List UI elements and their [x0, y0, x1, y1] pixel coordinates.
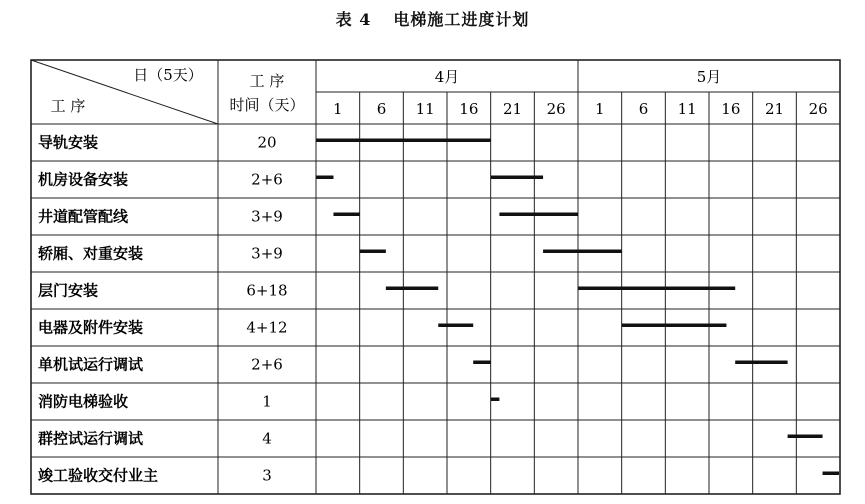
gantt-bar — [499, 213, 578, 217]
gantt-bar — [386, 287, 438, 291]
day-label: 11 — [415, 100, 435, 118]
gantt-bar — [578, 287, 735, 291]
task-name: 导轨安装 — [38, 133, 99, 152]
task-duration: 20 — [257, 133, 277, 152]
gantt-bar — [543, 250, 622, 254]
day-label: 16 — [721, 100, 741, 118]
task-duration: 3+9 — [251, 244, 283, 263]
gantt-bar — [333, 213, 359, 217]
gantt-bar — [491, 398, 500, 402]
task-name: 机房设备安装 — [38, 170, 129, 189]
gantt-bar — [438, 324, 473, 328]
task-name: 单机试运行调试 — [38, 355, 144, 374]
task-name: 消防电梯验收 — [38, 392, 129, 411]
day-label: 16 — [459, 100, 479, 118]
task-duration: 1 — [262, 392, 272, 411]
task-name: 竣工验收交付业主 — [38, 466, 159, 485]
day-label: 26 — [808, 100, 828, 118]
gantt-bar — [360, 250, 386, 254]
gantt-bar — [823, 472, 839, 476]
month-label: 5月 — [696, 68, 722, 86]
day-label: 11 — [677, 100, 697, 118]
task-duration: 2+6 — [251, 170, 283, 189]
header-process-label: 工 序 — [50, 97, 86, 115]
task-duration: 4 — [262, 429, 272, 448]
gantt-bar — [491, 176, 543, 180]
gantt-bar — [622, 324, 727, 328]
gantt-bar — [788, 435, 823, 439]
task-duration: 4+12 — [246, 318, 288, 337]
task-duration: 6+18 — [246, 281, 288, 300]
day-label: 21 — [764, 100, 785, 118]
month-label: 4月 — [434, 68, 460, 86]
table-number: 表 4 — [335, 10, 372, 29]
task-name: 层门安装 — [38, 281, 99, 300]
table-caption: 电梯施工进度计划 — [393, 10, 530, 29]
task-duration: 2+6 — [251, 355, 283, 374]
table-grid — [31, 60, 840, 494]
gantt-bar — [316, 176, 333, 180]
task-duration: 3+9 — [251, 207, 283, 226]
task-name: 群控试运行调试 — [38, 429, 144, 448]
day-label: 6 — [376, 100, 387, 118]
gantt-bar — [316, 139, 491, 143]
gantt-bar — [473, 361, 490, 365]
task-name: 电器及附件安装 — [38, 318, 144, 337]
day-label: 21 — [502, 100, 523, 118]
gantt-bar — [735, 361, 787, 365]
task-name: 井道配管配线 — [38, 207, 129, 226]
header-time-label-2: 时间（天） — [229, 96, 305, 114]
table-border — [31, 60, 840, 494]
day-label: 1 — [595, 100, 605, 118]
day-label: 6 — [638, 100, 649, 118]
task-name: 轿厢、对重安装 — [38, 244, 144, 263]
header-day-label: 日（5天） — [133, 66, 203, 84]
table-header — [31, 60, 305, 124]
task-duration: 3 — [262, 466, 272, 485]
header-time-label-1: 工 序 — [249, 72, 285, 90]
day-label: 1 — [333, 100, 343, 118]
day-label: 26 — [546, 100, 566, 118]
